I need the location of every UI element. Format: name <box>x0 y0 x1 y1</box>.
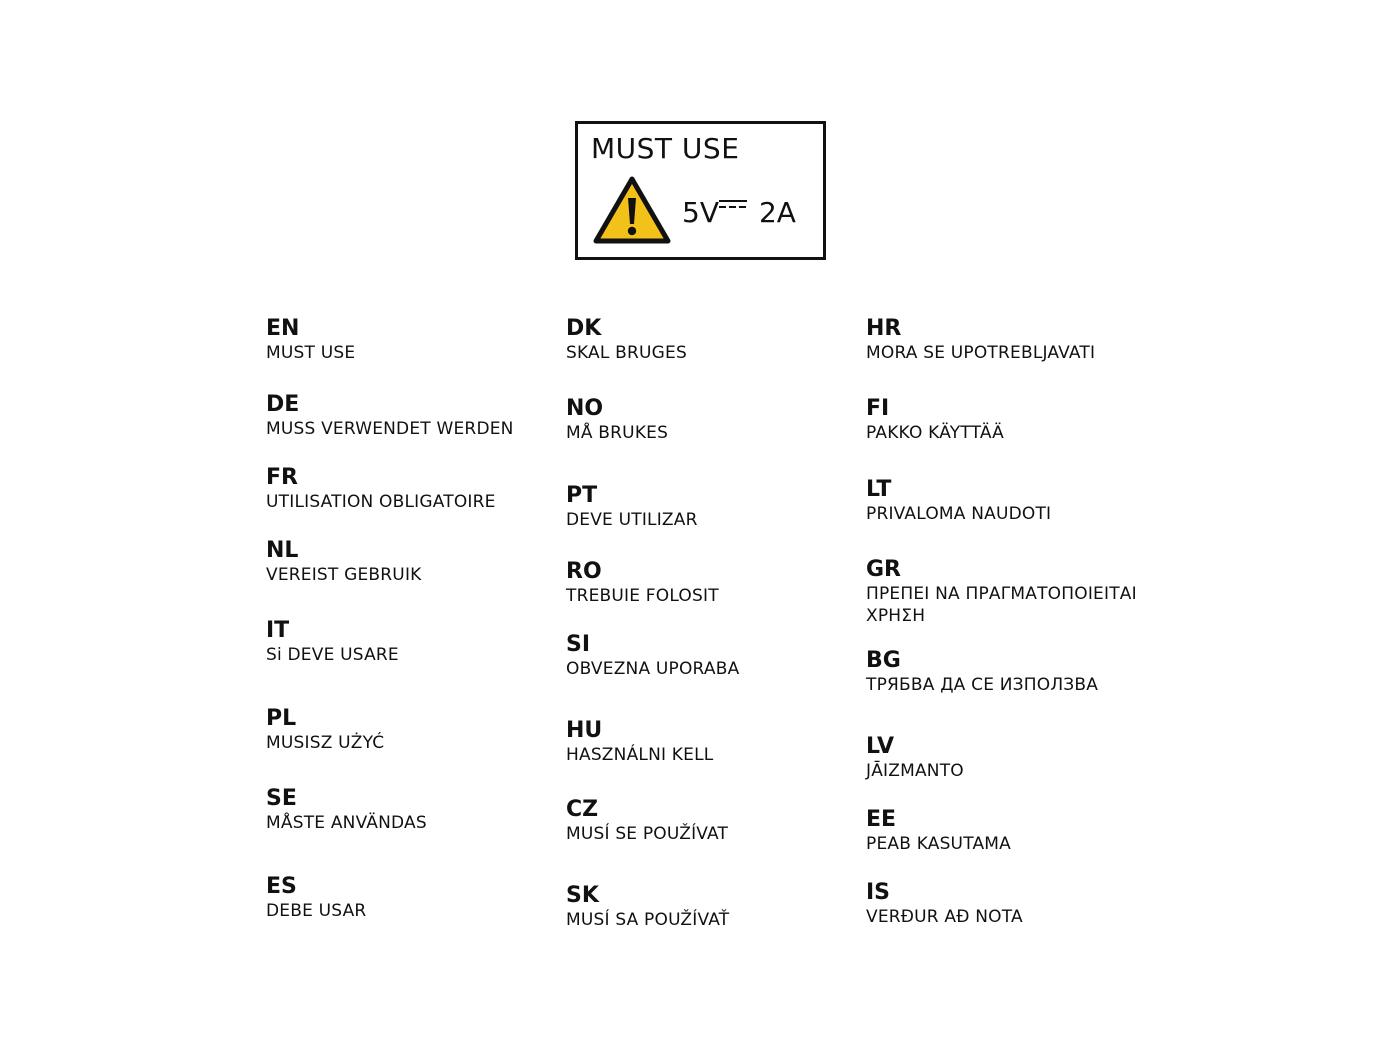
language-code: EE <box>866 807 897 832</box>
language-code: GR <box>866 557 901 582</box>
entry-si <box>566 632 856 680</box>
warning-triangle-icon <box>592 174 672 246</box>
language-code: PL <box>266 706 297 731</box>
entry-pl <box>266 706 556 754</box>
label-title: MUST USE <box>591 132 740 165</box>
translation-text: MUST USE <box>266 343 356 363</box>
translation-text: MUSISZ UŻYĆ <box>266 733 385 753</box>
entry-ee <box>866 807 1156 855</box>
translation-text: HASZNÁLNI KELL <box>566 745 714 765</box>
entry-is <box>866 880 1156 928</box>
language-code: DE <box>266 392 300 417</box>
translation-text: UTILISATION OBLIGATOIRE <box>266 492 496 512</box>
translation-text: PAKKO KÄYTTÄÄ <box>866 423 1004 443</box>
translation-text: TREBUIE FOLOSIT <box>566 586 719 606</box>
entry-gr <box>866 557 1156 627</box>
entry-pt <box>566 483 856 531</box>
entry-no <box>566 396 856 444</box>
translation-text: MORA SE UPOTREBLJAVATI <box>866 343 1096 363</box>
entry-de <box>266 392 556 440</box>
translation-text: JĀIZMANTO <box>866 761 964 781</box>
translation-text: MUSS VERWENDET WERDEN <box>266 419 514 439</box>
power-rating <box>682 196 796 229</box>
entry-lv <box>866 734 1156 782</box>
translation-text: ТРЯБВА ДА СЕ ИЗПОЛЗВА <box>866 675 1099 695</box>
language-code: EN <box>266 316 300 341</box>
language-code: HR <box>866 316 902 341</box>
entry-cz <box>566 797 856 845</box>
language-code: SE <box>266 786 297 811</box>
must-use-label <box>575 121 826 260</box>
language-code: IT <box>266 618 290 643</box>
language-code: CZ <box>566 797 599 822</box>
language-code: ES <box>266 874 297 899</box>
translation-text: VERÐUR AÐ NOTA <box>866 907 1023 927</box>
language-code: IS <box>866 880 891 905</box>
entry-es <box>266 874 556 922</box>
language-code: BG <box>866 648 901 673</box>
entry-sk <box>566 883 856 931</box>
dc-symbol-icon <box>719 200 749 214</box>
translation-text: MUSÍ SA POUŽÍVAŤ <box>566 910 730 930</box>
voltage-value: 5V <box>682 196 719 229</box>
current-value: 2A <box>758 196 796 229</box>
translation-text: Si DEVE USARE <box>266 645 399 665</box>
translation-text: DEBE USAR <box>266 901 367 921</box>
entry-nl <box>266 538 556 586</box>
translation-text: DEVE UTILIZAR <box>566 510 698 530</box>
language-code: RO <box>566 559 602 584</box>
language-code: HU <box>566 718 603 743</box>
translation-text: ΠΡΕΠΕΙ ΝΑ ΠΡΑΓΜΑΤΟΠΟΙΕΙΤΑΙ ΧΡΗΣΗ <box>866 584 1137 626</box>
translation-text: VEREIST GEBRUIK <box>266 565 422 585</box>
translation-text: PRIVALOMA NAUDOTI <box>866 504 1052 524</box>
language-code: SK <box>566 883 599 908</box>
translation-text: PEAB KASUTAMA <box>866 834 1011 854</box>
entry-hu <box>566 718 856 766</box>
entry-dk <box>566 316 856 364</box>
entry-hr <box>866 316 1156 364</box>
translation-text: MÅ BRUKES <box>566 423 669 443</box>
language-code: LV <box>866 734 895 759</box>
translation-text: MÅSTE ANVÄNDAS <box>266 813 427 833</box>
translation-text: MUSÍ SE POUŽÍVAT <box>566 824 729 844</box>
language-code: SI <box>566 632 591 657</box>
language-code: LT <box>866 477 892 502</box>
entry-fr <box>266 465 556 513</box>
entry-ro <box>566 559 856 607</box>
entry-lt <box>866 477 1156 525</box>
entry-en <box>266 316 556 364</box>
entry-fi <box>866 396 1156 444</box>
language-code: FI <box>866 396 890 421</box>
language-code: NO <box>566 396 604 421</box>
translation-text: OBVEZNA UPORABA <box>566 659 740 679</box>
language-code: DK <box>566 316 602 341</box>
language-code: FR <box>266 465 298 490</box>
translation-text: SKAL BRUGES <box>566 343 687 363</box>
language-code: NL <box>266 538 299 563</box>
entry-bg <box>866 648 1156 696</box>
entry-se <box>266 786 556 834</box>
entry-it <box>266 618 556 666</box>
language-code: PT <box>566 483 598 508</box>
